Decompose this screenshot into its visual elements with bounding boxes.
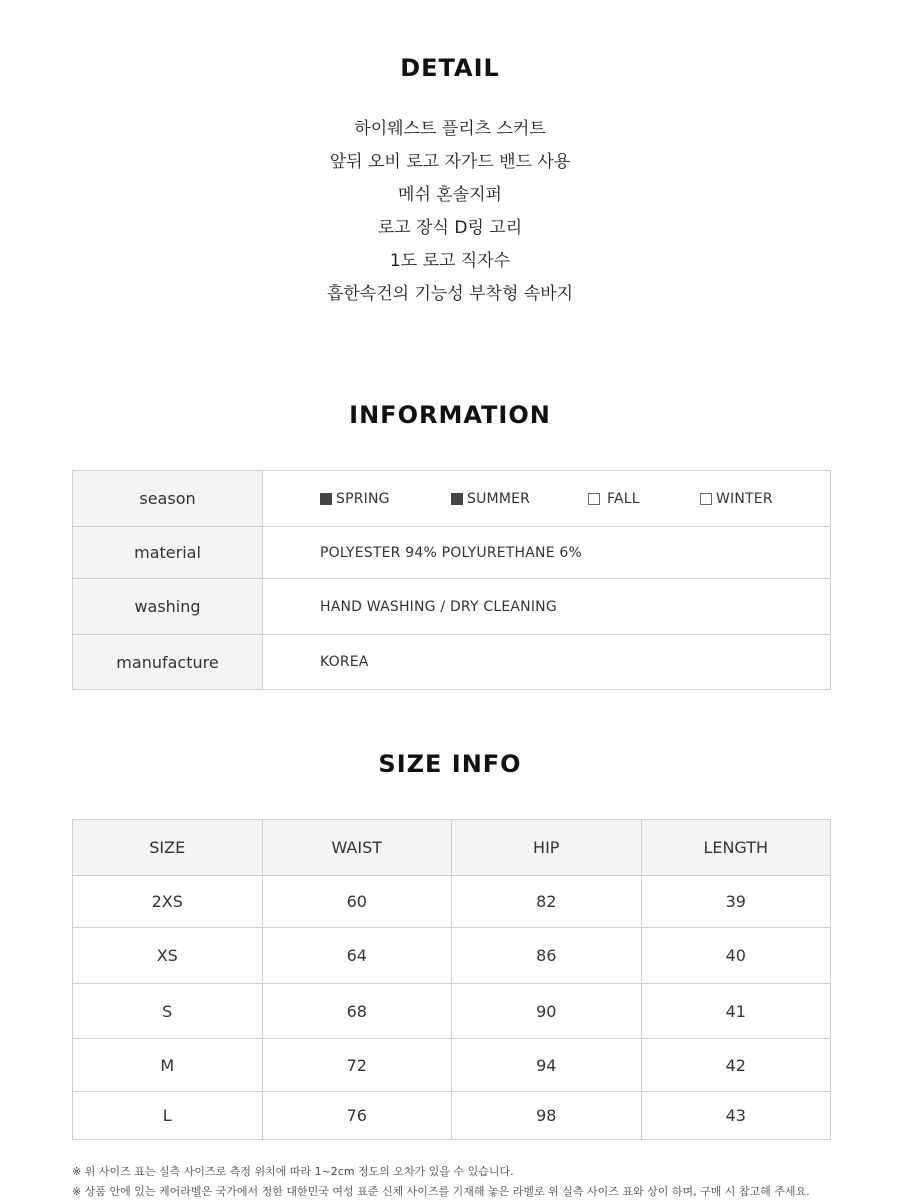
size-cell: S [73,984,263,1039]
information-title: INFORMATION [349,401,551,429]
waist-cell: 76 [262,1092,452,1140]
table-row [73,1092,831,1140]
table-row [73,876,831,928]
season-option-label: SPRING [336,490,390,507]
size-cell: L [73,1092,263,1140]
washing-label: washing [73,579,263,635]
hip-cell: 94 [452,1039,642,1092]
manufacture-row [73,635,831,690]
size-cell: XS [73,928,263,984]
season-option-spring [320,491,451,507]
size-notes [72,1162,872,1200]
detail-line: 메쉬 혼솔지퍼 [398,185,502,205]
detail-title: DETAIL [400,54,500,82]
length-cell: 43 [641,1092,831,1140]
season-option-fall [588,491,700,507]
table-row [73,984,831,1039]
detail-line: 1도 로고 직자수 [389,251,511,271]
hip-cell: 86 [452,928,642,984]
waist-header: WAIST [262,820,452,876]
table-row [73,928,831,984]
waist-cell: 60 [262,876,452,928]
detail-list [0,116,900,314]
material-row [73,527,831,579]
detail-line: 흡한속건의 기능성 부착형 속바지 [326,284,574,304]
material-label: material [73,527,263,579]
season-value [263,471,831,527]
hip-cell: 98 [452,1092,642,1140]
hip-header: HIP [452,820,642,876]
season-option-summer [451,491,588,507]
table-row [73,1039,831,1092]
size-header: SIZE [73,820,263,876]
waist-cell: 68 [262,984,452,1039]
detail-line: 앞뒤 오비 로고 자가드 밴드 사용 [329,152,571,172]
season-option-label: FALL [607,490,640,507]
unchecked-box-icon [588,493,600,505]
season-label: season [73,471,263,527]
material-value: POLYESTER 94% POLYURETHANE 6% [263,527,831,579]
washing-value: HAND WASHING / DRY CLEANING [263,579,831,635]
length-cell: 42 [641,1039,831,1092]
checked-box-icon [451,493,463,505]
waist-cell: 64 [262,928,452,984]
note-line: ※ 위 사이즈 표는 실측 사이즈로 측정 위치에 따라 1~2cm 정도의 오차가 있을 수 있습니다. [72,1165,514,1178]
hip-cell: 82 [452,876,642,928]
size-header-row [73,820,831,876]
season-row [73,471,831,527]
length-header: LENGTH [641,820,831,876]
information-table [72,470,831,690]
checked-box-icon [320,493,332,505]
size-cell: M [73,1039,263,1092]
waist-cell: 72 [262,1039,452,1092]
note-line: ※ 상품 안에 있는 케어라벨은 국가에서 정한 대한민국 여성 표준 신체 사이즈를 기재해 놓은 라벨로 위 실측 사이즈 표와 상이 하며, 구매 시 참고해 주세요. [72,1185,810,1198]
length-cell: 40 [641,928,831,984]
detail-line: 하이웨스트 플리츠 스커트 [354,119,546,139]
season-option-label: SUMMER [467,490,531,507]
size-table [72,819,831,1140]
manufacture-value: KOREA [263,635,831,690]
manufacture-label: manufacture [73,635,263,690]
hip-cell: 90 [452,984,642,1039]
detail-line: 로고 장식 D링 고리 [377,218,523,238]
washing-row [73,579,831,635]
season-option-winter [700,491,773,507]
size-info-title: SIZE INFO [378,750,522,778]
season-option-label: WINTER [716,490,773,507]
size-cell: 2XS [73,876,263,928]
unchecked-box-icon [700,493,712,505]
length-cell: 41 [641,984,831,1039]
length-cell: 39 [641,876,831,928]
